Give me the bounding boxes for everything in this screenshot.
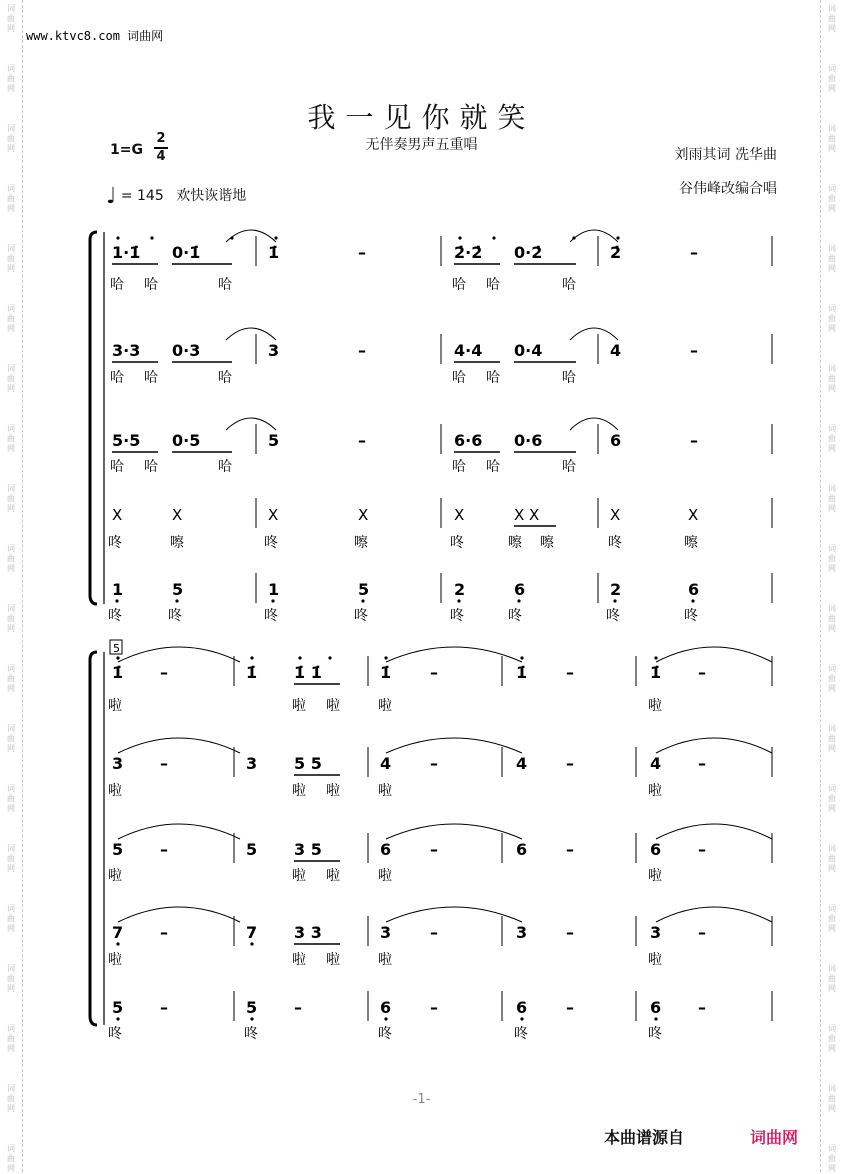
note-voice3: –	[690, 431, 698, 450]
lyric: 啦	[108, 698, 122, 714]
note-voice2: –	[160, 754, 168, 773]
note-voice3: 6·6	[454, 431, 483, 450]
note-voice2: –	[430, 754, 438, 773]
note-voice3: 6	[380, 840, 392, 859]
note-voice5: 5	[246, 998, 258, 1017]
lyric: 咚	[354, 608, 368, 624]
key-signature: 1=G	[110, 142, 143, 158]
note-voice4: 7	[112, 923, 124, 942]
note-voice1: –	[358, 243, 366, 262]
note-voice3: 5	[268, 431, 280, 450]
high-octave-dot	[654, 656, 657, 659]
lyric: 啦	[292, 698, 306, 714]
low-octave-dot	[517, 599, 520, 602]
note-voice1: 2̇·2̇	[454, 243, 483, 262]
lyric: 啦	[108, 952, 122, 968]
lyric: 啦	[292, 952, 306, 968]
note-voice3: –	[160, 840, 168, 859]
watermark-text: 词 曲 网	[7, 784, 15, 813]
lyric: 咚	[648, 1026, 662, 1042]
note-voice4: 3	[380, 923, 392, 942]
low-octave-dot	[457, 599, 460, 602]
tie-arc	[118, 738, 240, 753]
watermark-text: 词 曲 网	[828, 1024, 836, 1053]
lyric: 咚	[508, 608, 522, 624]
note-voice1: –	[430, 663, 438, 682]
note-voice1: 1̇	[650, 663, 662, 682]
time-top: 2	[156, 131, 166, 146]
tempo-value: = 145	[120, 188, 164, 204]
note-voice1: 1̇	[268, 243, 280, 262]
lyric: 啦	[326, 952, 340, 968]
lyric: 咚	[244, 1026, 258, 1042]
low-octave-dot	[691, 599, 694, 602]
low-octave-dot	[250, 942, 253, 945]
lyric: 哈	[144, 370, 158, 386]
note-voice1: 1̇	[516, 663, 528, 682]
lyric: 哈	[110, 459, 124, 475]
watermark-text: 词 曲 网	[828, 304, 836, 333]
lyric: 啦	[378, 698, 392, 714]
lyric: 咚	[450, 608, 464, 624]
page-number: -1-	[412, 1092, 431, 1107]
watermark-text: 词 曲 网	[7, 1024, 15, 1053]
note-voice1: –	[566, 663, 574, 682]
watermark-text: 词 曲 网	[828, 724, 836, 753]
lyric: 嚓	[354, 535, 368, 551]
lyric: 哈	[486, 459, 500, 475]
note-voice2: 0·4	[514, 341, 543, 360]
lyric: 啦	[378, 868, 392, 884]
lyric: 嚓	[540, 535, 554, 551]
lyric: 啦	[108, 783, 122, 799]
system-brace	[90, 652, 97, 1025]
lyric: 啦	[326, 783, 340, 799]
note-voice2: –	[698, 754, 706, 773]
percussion-note: X	[268, 506, 279, 524]
lyric: 咚	[606, 608, 620, 624]
watermark-text: 词 曲 网	[828, 784, 836, 813]
watermark-text: 词 曲 网	[828, 1144, 836, 1173]
note-voice2: 5 5	[294, 754, 322, 773]
lyric: 哈	[144, 277, 158, 293]
watermark-text: 词 曲 网	[828, 64, 836, 93]
tie-arc	[118, 824, 240, 839]
lyric: 咚	[168, 608, 182, 624]
note-voice1: 1·1̇	[112, 243, 141, 262]
high-octave-dot	[520, 656, 523, 659]
watermark-text: 词 曲 网	[7, 904, 15, 933]
lyric: 咚	[108, 608, 122, 624]
note-voice5: –	[566, 998, 574, 1017]
note-voice3: –	[430, 840, 438, 859]
low-octave-dot	[613, 599, 616, 602]
low-octave-dot	[384, 1017, 387, 1020]
lyric: 啦	[108, 868, 122, 884]
note-voice1: –	[160, 663, 168, 682]
watermark-text: 词 曲 网	[828, 664, 836, 693]
tie-arc	[118, 647, 240, 662]
note-voice5: 6	[650, 998, 662, 1017]
tie-arc	[570, 418, 618, 430]
percussion-note: X	[688, 506, 699, 524]
lyric: 哈	[452, 459, 466, 475]
note-voice5: –	[698, 998, 706, 1017]
low-octave-dot	[175, 599, 178, 602]
lyric: 啦	[648, 868, 662, 884]
note-voice3: –	[566, 840, 574, 859]
note-voice2: 3	[246, 754, 258, 773]
low-octave-dot	[250, 1017, 253, 1020]
watermark-text: 词 曲 网	[7, 724, 15, 753]
high-octave-dot	[572, 236, 575, 239]
note-voice4: 3	[650, 923, 662, 942]
watermark-text: 词 曲 网	[7, 124, 15, 153]
tie-arc	[118, 907, 240, 922]
note-voice3: 6	[610, 431, 622, 450]
lyric: 咚	[264, 608, 278, 624]
watermark-text: 词 曲 网	[828, 904, 836, 933]
percussion-note: X	[454, 506, 465, 524]
note-voice5: 6	[380, 998, 392, 1017]
system-brace	[90, 232, 97, 604]
high-octave-dot	[150, 236, 153, 239]
lyric: 哈	[452, 370, 466, 386]
note-voice5: –	[430, 998, 438, 1017]
note-voice4: –	[566, 923, 574, 942]
tie-arc	[570, 328, 618, 340]
watermark-text: 词 曲 网	[7, 4, 15, 33]
note-voice5: –	[294, 998, 302, 1017]
bass-note: 1	[268, 580, 280, 599]
note-voice1: 1̇ 1̇	[294, 663, 322, 682]
bass-note: 6	[688, 580, 700, 599]
lyric: 啦	[292, 868, 306, 884]
note-voice4: –	[698, 923, 706, 942]
time-bottom: 4	[156, 149, 166, 164]
note-voice2: 4	[610, 341, 622, 360]
high-octave-dot	[116, 656, 119, 659]
high-octave-dot	[384, 656, 387, 659]
watermark-text: 词 曲 网	[7, 1084, 15, 1113]
lyric: 啦	[378, 952, 392, 968]
bass-note: 2	[610, 580, 622, 599]
note-voice3: 6	[516, 840, 528, 859]
watermark-text: 词 曲 网	[828, 424, 836, 453]
percussion-note: X X	[514, 506, 540, 524]
note-voice2: 4·4	[454, 341, 483, 360]
song-title: 我一见你就笑	[307, 101, 536, 134]
low-octave-dot	[271, 599, 274, 602]
note-voice2: 4	[380, 754, 392, 773]
percussion-note: X	[358, 506, 369, 524]
high-octave-dot	[250, 656, 253, 659]
percussion-note: X	[172, 506, 183, 524]
source-brand[interactable]: 词曲网	[750, 1128, 799, 1147]
watermark-text: 词 曲 网	[7, 364, 15, 393]
note-voice3: 5·5	[112, 431, 141, 450]
watermark-text: 词 曲 网	[828, 844, 836, 873]
note-voice2: 3	[112, 754, 124, 773]
tie-arc	[656, 738, 772, 753]
watermark-text: 词 曲 网	[828, 1084, 836, 1113]
source-label: 本曲谱源自	[604, 1128, 685, 1147]
high-octave-dot	[616, 236, 619, 239]
tie-arc	[226, 328, 276, 340]
note-voice1: 1̇	[112, 663, 124, 682]
note-voice3: 5	[112, 840, 124, 859]
low-octave-dot	[115, 599, 118, 602]
watermark-text: 词 曲 网	[828, 124, 836, 153]
lyric: 咚	[108, 1026, 122, 1042]
lyric: 哈	[218, 370, 232, 386]
lyric: 啦	[292, 783, 306, 799]
note-voice2: 4	[650, 754, 662, 773]
note-voice3: 6	[650, 840, 662, 859]
lyric: 哈	[452, 277, 466, 293]
lyric: 咚	[450, 535, 464, 551]
watermark-text: 词 曲 网	[828, 544, 836, 573]
note-voice2: –	[358, 341, 366, 360]
high-octave-dot	[492, 236, 495, 239]
note-voice4: –	[160, 923, 168, 942]
watermark-text: 词 曲 网	[7, 304, 15, 333]
site-url[interactable]: www.ktvc8.com	[26, 29, 120, 43]
tie-arc	[656, 647, 772, 662]
note-voice1: 0·1̇	[172, 243, 201, 262]
watermark-text: 词 曲 网	[828, 244, 836, 273]
lyric: 啦	[378, 783, 392, 799]
watermark-text: 词 曲 网	[828, 4, 836, 33]
lyric: 哈	[562, 370, 576, 386]
note-voice1: 1̇	[380, 663, 392, 682]
watermark-text: 词 曲 网	[7, 664, 15, 693]
note-voice5: 6	[516, 998, 528, 1017]
watermark-text: 词 曲 网	[7, 64, 15, 93]
note-voice3: 0·5	[172, 431, 201, 450]
watermark-text: 词 曲 网	[7, 1144, 15, 1173]
note-voice3: –	[358, 431, 366, 450]
note-voice2: –	[690, 341, 698, 360]
lyric: 哈	[486, 277, 500, 293]
watermark-text: 词 曲 网	[828, 964, 836, 993]
watermark-text: 词 曲 网	[7, 484, 15, 513]
lyric: 哈	[110, 277, 124, 293]
watermark-text: 词 曲 网	[7, 544, 15, 573]
note-voice3: 0·6	[514, 431, 543, 450]
note-voice5: –	[160, 998, 168, 1017]
watermark-text: 词 曲 网	[828, 364, 836, 393]
note-voice4: 3	[516, 923, 528, 942]
low-octave-dot	[654, 1017, 657, 1020]
lyric: 啦	[648, 952, 662, 968]
lyricist-composer: 刘雨其词 冼华曲	[674, 147, 777, 163]
lyric: 咚	[108, 535, 122, 551]
lyric: 咚	[378, 1026, 392, 1042]
lyric: 咚	[514, 1026, 528, 1042]
tie-arc	[570, 230, 618, 242]
high-octave-dot	[274, 236, 277, 239]
watermark-text: 词 曲 网	[7, 964, 15, 993]
lyric: 哈	[562, 459, 576, 475]
lyric: 哈	[144, 459, 158, 475]
note-voice5: 5	[112, 998, 124, 1017]
watermark-text: 词 曲 网	[828, 184, 836, 213]
low-octave-dot	[520, 1017, 523, 1020]
bass-note: 5	[172, 580, 184, 599]
note-voice1: 2̇	[610, 243, 622, 262]
lyric: 哈	[218, 459, 232, 475]
lyric: 啦	[648, 698, 662, 714]
lyric: 嚓	[684, 535, 698, 551]
lyric: 哈	[486, 370, 500, 386]
high-octave-dot	[328, 656, 331, 659]
lyric: 哈	[110, 370, 124, 386]
lyric: 咚	[684, 608, 698, 624]
high-octave-dot	[116, 236, 119, 239]
lyric: 咚	[264, 535, 278, 551]
lyric: 啦	[648, 783, 662, 799]
note-voice2: 3·3	[112, 341, 141, 360]
song-subtitle: 无伴奏男声五重唱	[365, 137, 478, 153]
lyric: 啦	[326, 868, 340, 884]
quarter-note-icon: ♩	[106, 184, 117, 209]
tie-arc	[656, 824, 772, 839]
note-voice2: 3	[268, 341, 280, 360]
tempo-expression: 欢快诙谐地	[176, 188, 247, 204]
high-octave-dot	[458, 236, 461, 239]
note-voice3: 3 5	[294, 840, 322, 859]
bass-note: 1	[112, 580, 124, 599]
low-octave-dot	[361, 599, 364, 602]
bass-note: 6	[514, 580, 526, 599]
percussion-note: X	[112, 506, 123, 524]
note-voice4: 3 3	[294, 923, 322, 942]
note-voice1: 0·2̇	[514, 243, 543, 262]
watermark-text: 词 曲 网	[7, 604, 15, 633]
site-name[interactable]: 词曲网	[127, 29, 164, 43]
high-octave-dot	[230, 236, 233, 239]
note-voice4: –	[430, 923, 438, 942]
tie-arc	[226, 418, 276, 430]
note-voice1: 1̇	[246, 663, 258, 682]
note-voice2: 0·3	[172, 341, 201, 360]
watermark-text: 词 曲 网	[7, 424, 15, 453]
high-octave-dot	[298, 656, 301, 659]
lyric: 啦	[326, 698, 340, 714]
lyric: 嚓	[170, 535, 184, 551]
bass-note: 2	[454, 580, 466, 599]
low-octave-dot	[116, 1017, 119, 1020]
lyric: 嚓	[508, 535, 522, 551]
tie-arc	[226, 230, 276, 242]
watermark-text: 词 曲 网	[828, 484, 836, 513]
bass-note: 5	[358, 580, 370, 599]
low-octave-dot	[116, 942, 119, 945]
lyric: 哈	[218, 277, 232, 293]
watermark-text: 词 曲 网	[7, 184, 15, 213]
lyric: 咚	[608, 535, 622, 551]
tie-arc	[656, 907, 772, 922]
percussion-note: X	[610, 506, 621, 524]
lyric: 哈	[562, 277, 576, 293]
note-voice2: 4	[516, 754, 528, 773]
watermark-text: 词 曲 网	[828, 604, 836, 633]
note-voice3: 5	[246, 840, 258, 859]
note-voice2: –	[566, 754, 574, 773]
watermark-text: 词 曲 网	[7, 844, 15, 873]
watermark-text: 词 曲 网	[7, 244, 15, 273]
note-voice4: 7	[246, 923, 258, 942]
note-voice3: –	[698, 840, 706, 859]
note-voice1: –	[690, 243, 698, 262]
note-voice1: –	[698, 663, 706, 682]
arranger: 谷伟峰改编合唱	[679, 181, 777, 197]
measure-number: 5	[113, 642, 120, 655]
